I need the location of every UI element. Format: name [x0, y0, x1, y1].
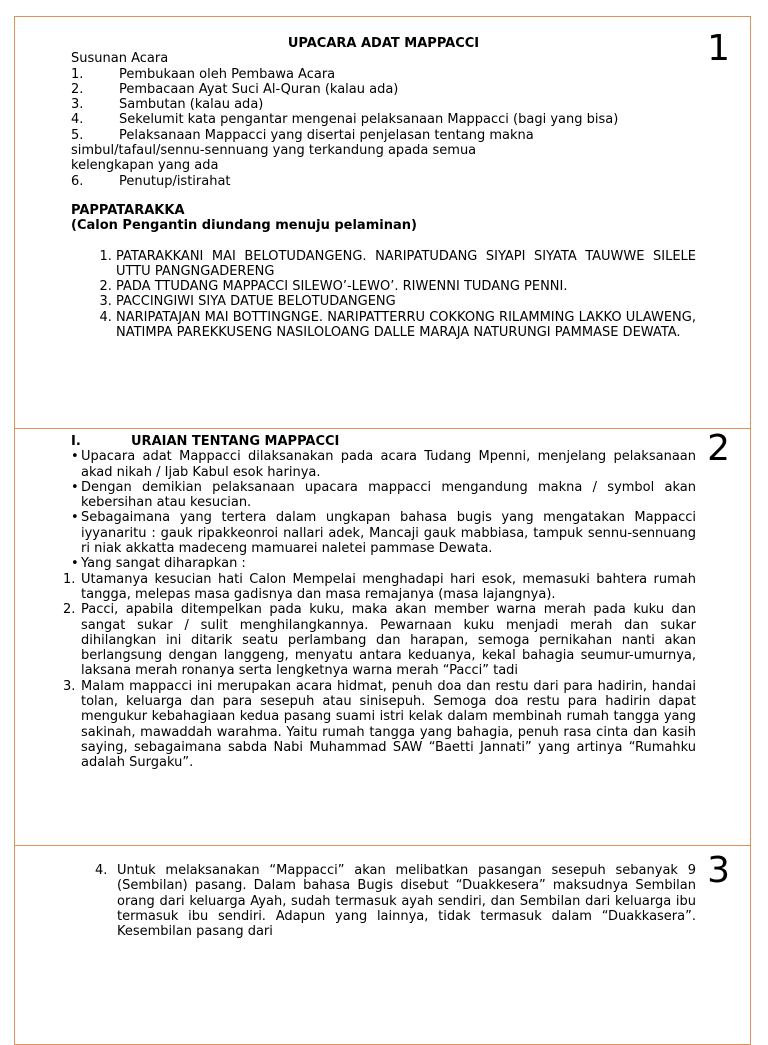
list-item: 4. NARIPATAJAN MAI BOTTINGNGE. NARIPATTERRU COKKONG RILAMMING LAKKO ULAWENG, NATIMPA PAREKKUSENG NASILOLOANG DALLE MARAJA NATURUNGI PAMMASE DEWATA. [116, 310, 696, 341]
document-title: UPACARA ADAT MAPPACCI [287, 36, 480, 51]
item-number: 3. [71, 97, 84, 113]
item-text: Sambutan (kalau ada) [119, 97, 264, 113]
section-heading: PAPPATARAKKA [71, 202, 185, 218]
list-item: • Upacara adat Mappacci dilaksanakan pada acara Tudang Mpenni, menjelang pelaksanaan akad nikah / Ijab Kabul esok harinya. [71, 449, 696, 480]
numbered-item [71, 863, 696, 939]
item-number: 1. [71, 66, 84, 82]
list-item: • Yang sangat diharapkan : [71, 556, 246, 572]
list-item: 3. PACCINGIWI SIYA DATUE BELOTUDANGENG [116, 294, 696, 309]
list-item: 2. PADA TTUDANG MAPPACCI SILEWO’-LEWO’. RIWENNI TUDANG PENNI. [116, 279, 696, 294]
numbered-item: 3. Malam mappacci ini merupakan acara hidmat, penuh doa dan restu dari para hadirin, handai tolan, keluarga dan para sesepuh atau sinisepuh. Semoga doa restu para hadirin dapat mengukur kebahagiaan kedua pasang suami istri kelak dalam membinah rumah tangga yang sakinah, mawaddah warahma. Yaitu rumah tangga yang bahagia, penuh rasa cinta dan kasih saying, sebagaimana sabda Nabi Muhammad SAW “Baetti Jannati” yang artinya “Rumahku adalah Surgaku”. [63, 678, 696, 771]
list-item: • Sebagaimana yang tertera dalam ungkapan bahasa bugis yang mengatakan Mappacci iyyanaritu : gauk ripakkeonroi nallari adek, Mancaji gauk mabbiasa, tampuk sennu-sennuang ri niak akkatta madeceng mamuarei naletei pammase Dewata. [71, 510, 696, 557]
page-2-content [63, 434, 696, 771]
agenda-item [71, 112, 696, 127]
item-text: Sekelumit kata pengantar mengenai pelaksanaan Mappacci (bagi yang bisa) [119, 112, 619, 128]
heading-text: URAIAN TENTANG MAPPACCI [131, 434, 340, 449]
agenda-item [71, 82, 696, 97]
item-number: 4. [71, 112, 84, 128]
heading-number: I. [71, 434, 81, 449]
section-subtitle: Susunan Acara [71, 51, 169, 67]
list-item: • Dengan demikian pelaksanaan upacara mappacci mengandung makna / symbol akan kebersihan atau kesucian. [71, 479, 696, 511]
bullet-list [71, 449, 696, 571]
page-3-content [71, 863, 696, 939]
item-text: Pelaksanaan Mappacci yang disertai penjelasan tentang makna [119, 127, 534, 143]
item-number: 6. [71, 173, 84, 189]
item-number: 2. [71, 81, 84, 97]
item-number: 5. [71, 127, 84, 143]
item-number: 4. [95, 863, 108, 878]
numbered-item: 1. Utamanya kesucian hati Calon Mempelai menghadapi hari esok, memasuki bahtera rumah tangga, melepas masa gadisnya dan masa remajanya (masa lajangnya). [63, 571, 696, 602]
item-text: Penutup/istirahat [119, 173, 231, 189]
agenda-item [71, 97, 696, 112]
agenda-item [71, 67, 696, 82]
list-item: 1. PATARAKKANI MAI BELOTUDANGENG. NARIPATUDANG SIYAPI SIYATA TAUWWE SILELE UTTU PANGNGADERENG [116, 249, 696, 280]
section-heading-sub: (Calon Pengantin diundang menuju pelaminan) [71, 218, 417, 234]
page-number: 3 [707, 850, 730, 891]
agenda-item [71, 128, 696, 143]
numbered-item: 2. Pacci, apabila ditempelkan pada kuku, maka akan member warna merah pada kuku dan sangat sukar / sulit menghilangkannya. Pewarnaan kuku menjadi merah dan sukar dihilangkan ini ditarik seatu perlambang dan harapan, semoga pernikahan nanti akan berlangsung dengan langgeng, menyatu antara keduanya, kekal bahagia seumur-umurnya, laksana merah ronanya serta lengketnya warna merah “Pacci” tadi [63, 602, 696, 679]
page-1-content [71, 36, 696, 340]
agenda-item [71, 174, 696, 189]
page-3 [14, 845, 751, 1045]
item-text: Pembukaan oleh Pembawa Acara [119, 66, 336, 82]
page-2 [14, 428, 751, 846]
agenda-item-continuation: simbul/tafaul/sennu-sennuang yang terkandung apada semua [71, 143, 477, 159]
item-text: Untuk melaksanakan “Mappacci” akan melibatkan pasangan sesepuh sebanyak 9 (Sembilan) pasang. Dalam bahasa Bugis disebut “Duakkesera” maksudnya Sembilan orang dari keluarga Ayah, sudah termasuk ayah sendiri, dan Sembilan dari keluarga ibu termasuk ibu sendiri. Adapun yang lainnya, tidak termasuk dalam “Duakkasera”. Kesembilan pasang dari [117, 863, 696, 940]
caps-list [71, 249, 696, 341]
page-number: 2 [707, 428, 730, 469]
page-1 [14, 16, 751, 429]
section-heading [71, 434, 696, 449]
page-number: 1 [707, 28, 730, 69]
agenda-item-continuation: kelengkapan yang ada [71, 158, 219, 174]
item-text: Pembacaan Ayat Suci Al-Quran (kalau ada) [119, 81, 399, 97]
